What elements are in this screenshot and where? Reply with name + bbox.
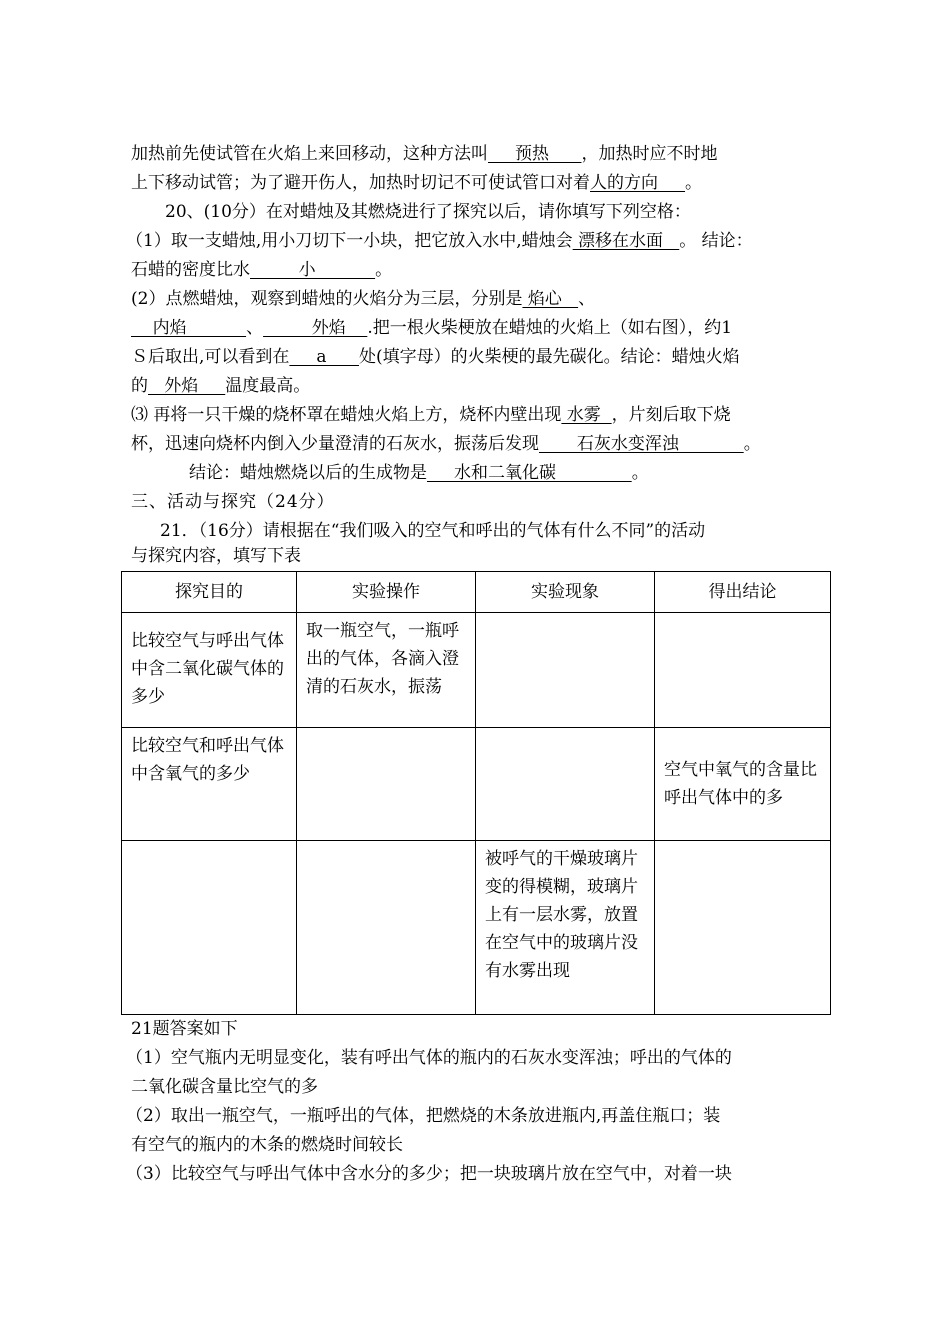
- answer-products: 水和二氧化碳: [427, 463, 632, 483]
- answer-letter: a: [289, 347, 359, 367]
- text: 、: [578, 289, 596, 309]
- text: ，加热时应不时地: [581, 144, 718, 164]
- text: 结论：蜡烛燃烧以后的生成物是: [189, 463, 427, 483]
- answer-density: 小: [250, 260, 376, 280]
- cell-operation: [297, 728, 476, 841]
- text: 。: [743, 434, 761, 454]
- q20-part3-line2: [131, 433, 761, 455]
- answers-title: 21题答案如下: [131, 1019, 238, 1039]
- text: 。: [685, 173, 703, 193]
- answer-hottest: 外焰: [148, 376, 226, 396]
- section-heading: 三、活动与探究（24分）: [131, 492, 335, 512]
- table-header-row: [122, 572, 831, 613]
- text: 上下移动试管；为了避开伤人，加热时切记不可使试管口对着: [131, 173, 590, 193]
- header-operation: 实验操作: [297, 572, 476, 613]
- text: 。: [631, 463, 649, 483]
- table-row: [122, 841, 831, 1015]
- answer-limewater: 石灰水变浑浊: [539, 434, 744, 454]
- answer-2-line-1: （2）取出一瓶空气，一瓶呼出的气体，把燃烧的木条放进瓶内,再盖住瓶口；装: [126, 1106, 721, 1126]
- cell-purpose: 比较空气和呼出气体中含氧气的多少: [122, 728, 297, 841]
- experiment-table: [121, 571, 831, 1015]
- answer-preheat: 预热: [488, 144, 582, 164]
- cell-conclusion: [655, 841, 831, 1015]
- cell-phenomenon: 被呼气的干燥玻璃片变的得模糊，玻璃片上有一层水雾，放置在空气中的玻璃片没有水雾出现: [476, 841, 655, 1015]
- text: （1）取一支蜡烛,用小刀切下一小块，把它放入水中,蜡烛会: [126, 231, 573, 251]
- text: 处(填字母）的火柴梗的最先碳化。结论：蜡烛火焰: [358, 347, 740, 367]
- q20-part1-line2: [131, 259, 392, 281]
- answer-floats: 漂移在水面: [572, 231, 680, 251]
- header-phenomenon: 实验现象: [476, 572, 655, 613]
- header-conclusion: 得出结论: [655, 572, 831, 613]
- text: 。: [375, 260, 393, 280]
- q20-part2-line2: [131, 317, 732, 339]
- text: 杯，迅速向烧杯内倒入少量澄清的石灰水，振荡后发现: [131, 434, 539, 454]
- text: ⑶ 再将一只干燥的烧杯罩在蜡烛火焰上方，烧杯内壁出现: [131, 405, 562, 425]
- answer-mist: 水雾: [561, 405, 612, 425]
- q19-line-1: [131, 143, 717, 165]
- text: 的: [131, 376, 148, 396]
- answer-flame-core: 焰心: [522, 289, 579, 309]
- q19-line-2: [131, 172, 702, 194]
- cell-conclusion: 空气中氧气的含量比呼出气体中的多: [655, 728, 831, 841]
- cell-phenomenon: [476, 728, 655, 841]
- cell-conclusion: [655, 613, 831, 728]
- q20-part2-line3: [131, 346, 740, 368]
- table-row: [122, 728, 831, 841]
- answer-direction: 人的方向: [590, 173, 686, 193]
- text: 石蜡的密度比水: [131, 260, 250, 280]
- header-purpose: 探究目的: [122, 572, 297, 613]
- text: Ｓ后取出,可以看到在: [131, 347, 290, 367]
- q21-intro-2: 与探究内容，填写下表: [131, 546, 301, 566]
- answer-1-line-1: （1）空气瓶内无明显变化，装有呼出气体的瓶内的石灰水变浑浊；呼出的气体的: [126, 1048, 732, 1068]
- answer-2-line-2: 有空气的瓶内的木条的燃烧时间较长: [131, 1135, 403, 1155]
- cell-operation: 取一瓶空气，一瓶呼出的气体，各滴入澄清的石灰水，振荡: [297, 613, 476, 728]
- cell-phenomenon: [476, 613, 655, 728]
- answer-outer-flame: 外焰: [263, 318, 368, 338]
- q20-part2-line4: [131, 375, 310, 397]
- cell-operation: [297, 841, 476, 1015]
- q20-part3-line3: [189, 462, 649, 484]
- q21-intro-1: 21．（16分）请根据在“我们吸入的空气和呼出的气体有什么不同”的活动: [160, 521, 706, 541]
- cell-purpose: 比较空气与呼出气体中含二氧化碳气体的多少: [122, 613, 297, 728]
- answer-3-line-1: （3）比较空气与呼出气体中含水分的多少；把一块玻璃片放在空气中，对着一块: [126, 1164, 732, 1184]
- cell-purpose: [122, 841, 297, 1015]
- text: .把一根火柴梗放在蜡烛的火焰上（如右图），约1: [367, 318, 733, 338]
- answer-inner-flame: 内焰: [131, 318, 247, 338]
- text: (2）点燃蜡烛，观察到蜡烛的火焰分为三层，分别是: [131, 289, 523, 309]
- q20-title: 20、(10分）在对蜡烛及其燃烧进行了探究以后，请你填写下列空格：: [165, 202, 691, 222]
- text: 温度最高。: [225, 376, 311, 396]
- answer-1-line-2: 二氧化碳含量比空气的多: [131, 1077, 318, 1097]
- q20-part1-line1: [126, 230, 753, 252]
- text: 、: [246, 318, 264, 338]
- text: 。 结论：: [679, 231, 753, 251]
- q20-part2-line1: [131, 288, 595, 310]
- text: 加热前先使试管在火焰上来回移动，这种方法叫: [131, 144, 488, 164]
- text: ，片刻后取下烧: [611, 405, 731, 425]
- q20-part3-line1: [131, 404, 731, 426]
- table-row: [122, 613, 831, 728]
